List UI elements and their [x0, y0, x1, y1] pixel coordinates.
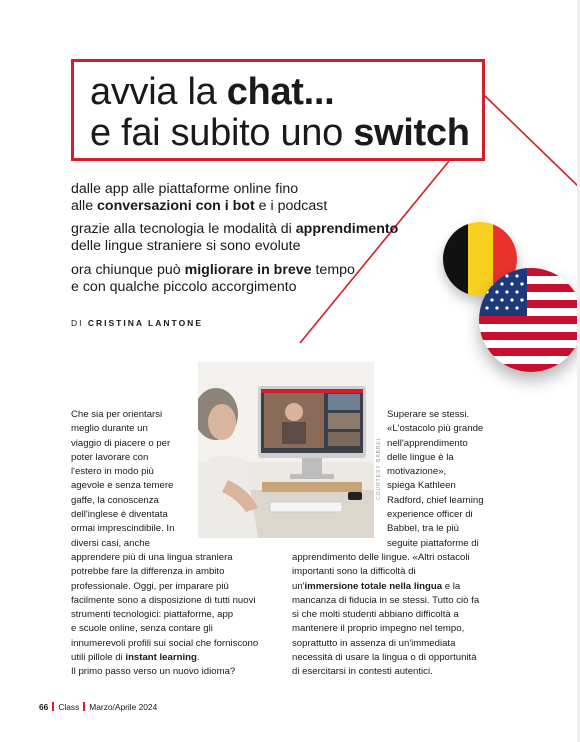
page-footer: [39, 702, 157, 712]
left-column-narrow: Che sia per orientarsi meglio durante un viaggio di piacere o per poter lavorare con l'estero in modo più agevole e senza temere gaffe, la conoscenza dell'inglese è diventata ormai imprescindibile. In diversi casi, anche: [71, 409, 175, 549]
page-number: 66: [39, 702, 49, 712]
headline-line-2: e fai subito uno switch: [90, 112, 470, 154]
right-column-narrow: Superare se stessi. «L'ostacolo più grande nell'apprendimento delle lingue è la motivazione», spiega Kathleen Radford, chief learning experience officer di Babbel, tra le più seguite piattaforme di: [387, 409, 484, 549]
byline: DI CRISTINA LANTONE: [71, 318, 203, 328]
photo-credit: COURTESY BABBEL: [376, 436, 382, 500]
right-column-wide: apprendimento delle lingue. «Altri ostacoli importanti sono la difficoltà di un'immersione totale nella lingua e la mancanza di fiducia in se stessi. Tutto ciò fa si che molti studenti abbiano difficoltà a mantenere il proprio impegno nel tempo, soprattutto in assenza di un'immediata necessità di usare la lingua o di opportunità di esercitarsi in contesti autentici.: [292, 552, 480, 678]
lead-paragraph-2: grazie alla tecnologia le modalità di apprendimento delle lingue straniere si sono evolute: [71, 221, 399, 254]
issue-date: Marzo/Aprile 2024: [89, 702, 158, 712]
lead-paragraph-3: ora chiunque può migliorare in breve tempo e con qualche piccolo accorgimento: [71, 262, 355, 295]
magazine-name: Class: [58, 702, 80, 712]
lead-paragraph-1: dalle app alle piattaforme online fino alle conversazioni con i bot e i podcast: [71, 181, 328, 214]
headline-box: [71, 59, 485, 161]
left-column-wide: apprendere più di una lingua straniera potrebbe fare la differenza in ambito professionale. Oggi, per imparare più facilmente sono a disposizione di tutti nuovi strumenti tecnologici: piattaforme, app e scuole online, senza contare gli innumerevoli profili sui social che forniscono utili pillole di instant learning. Il primo passo verso un nuovo idioma?: [71, 552, 259, 678]
headline-line-1: avvia la chat...: [90, 71, 335, 113]
usa-flag-icon: [479, 268, 580, 372]
photo-person-video-call: [198, 362, 374, 538]
